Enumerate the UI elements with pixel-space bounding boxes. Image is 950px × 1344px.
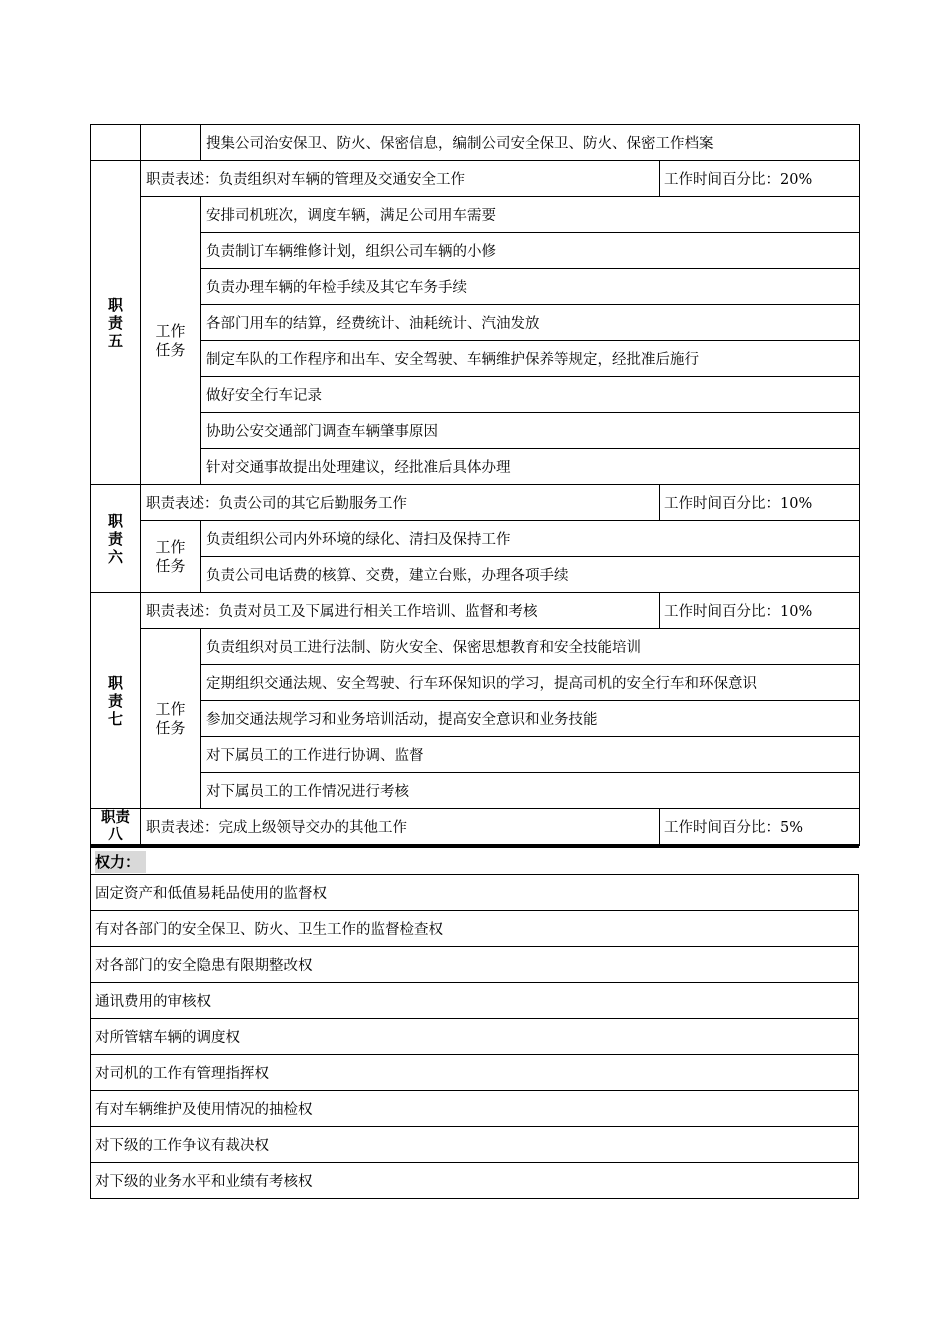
duty-7-task-label: 工作 任务 <box>141 629 201 809</box>
power-item: 有对各部门的安全保卫、防火、卫生工作的监督检查权 <box>91 911 859 947</box>
duty-5-task-row <box>91 341 860 377</box>
job-description-sheet <box>90 124 860 1199</box>
task-item: 定期组织交通法规、安全驾驶、行车环保知识的学习，提高司机的安全行车和环保意识 <box>201 665 860 701</box>
power-row <box>91 1091 859 1127</box>
duty-5-description: 职责表述：负责组织对车辆的管理及交通安全工作 <box>141 161 660 197</box>
task-item: 制定车队的工作程序和出车、安全驾驶、车辆维护保养等规定，经批准后施行 <box>201 341 860 377</box>
power-item: 对司机的工作有管理指挥权 <box>91 1055 859 1091</box>
power-title-label: 权力： <box>95 851 146 873</box>
duty-6-description: 职责表述：负责公司的其它后勤服务工作 <box>141 485 660 521</box>
power-row <box>91 1055 859 1091</box>
power-title <box>91 847 859 875</box>
duty-5-time-percent: 工作时间百分比：20% <box>660 161 860 197</box>
duty-4-label-cell <box>141 125 201 161</box>
power-row <box>91 947 859 983</box>
power-title-row <box>91 847 859 875</box>
task-item: 负责组织公司内外环境的绿化、清扫及保持工作 <box>201 521 860 557</box>
duty-6-task-row <box>91 521 860 557</box>
duty-5-task-row <box>91 449 860 485</box>
task-item: 协助公安交通部门调查车辆肇事原因 <box>201 413 860 449</box>
duty-8-time-percent: 工作时间百分比：5% <box>660 809 860 846</box>
power-table <box>90 846 859 1199</box>
duty-7-header: 职 责 七 <box>91 593 141 809</box>
task-item: 对下属员工的工作情况进行考核 <box>201 773 860 809</box>
duty-8-description-row <box>91 809 860 846</box>
duties-table <box>90 124 860 846</box>
task-item: 搜集公司治安保卫、防火、保密信息，编制公司安全保卫、防火、保密工作档案 <box>201 125 860 161</box>
duty-8-header: 职责 八 <box>91 809 141 846</box>
duty-6-task-row <box>91 557 860 593</box>
duty-8-description: 职责表述：完成上级领导交办的其他工作 <box>141 809 660 846</box>
power-body <box>91 847 859 1199</box>
duty-5-task-row <box>91 377 860 413</box>
power-item: 固定资产和低值易耗品使用的监督权 <box>91 875 859 911</box>
duty-5-task-label: 工作 任务 <box>141 197 201 485</box>
duty-6-time-percent: 工作时间百分比：10% <box>660 485 860 521</box>
power-item: 有对车辆维护及使用情况的抽检权 <box>91 1091 859 1127</box>
task-item: 负责办理车辆的年检手续及其它车务手续 <box>201 269 860 305</box>
task-item: 负责组织对员工进行法制、防火安全、保密思想教育和安全技能培训 <box>201 629 860 665</box>
duty-5-task-row <box>91 269 860 305</box>
power-item: 对下级的工作争议有裁决权 <box>91 1127 859 1163</box>
power-row <box>91 1127 859 1163</box>
duty-7-task-row <box>91 665 860 701</box>
task-item: 安排司机班次，调度车辆，满足公司用车需要 <box>201 197 860 233</box>
duty-6-header: 职 责 六 <box>91 485 141 593</box>
duty-7-task-row <box>91 629 860 665</box>
power-row <box>91 983 859 1019</box>
duty-7-time-percent: 工作时间百分比：10% <box>660 593 860 629</box>
power-row <box>91 875 859 911</box>
task-item: 各部门用车的结算，经费统计、油耗统计、汽油发放 <box>201 305 860 341</box>
duty-7-task-row <box>91 773 860 809</box>
task-item: 负责公司电话费的核算、交费，建立台账，办理各项手续 <box>201 557 860 593</box>
duty-5-header: 职 责 五 <box>91 161 141 485</box>
power-row <box>91 1163 859 1199</box>
task-item: 负责制订车辆维修计划，组织公司车辆的小修 <box>201 233 860 269</box>
duty-5-task-row <box>91 233 860 269</box>
task-item: 做好安全行车记录 <box>201 377 860 413</box>
power-item: 对下级的业务水平和业绩有考核权 <box>91 1163 859 1199</box>
duty-5-task-row <box>91 305 860 341</box>
duties-body <box>91 125 860 846</box>
duty-6-description-row <box>91 485 860 521</box>
duty-7-task-row <box>91 737 860 773</box>
duty-6-task-label: 工作 任务 <box>141 521 201 593</box>
power-row <box>91 1019 859 1055</box>
task-item: 对下属员工的工作进行协调、监督 <box>201 737 860 773</box>
duty-7-task-row <box>91 701 860 737</box>
power-row <box>91 911 859 947</box>
duty-4-header-cell <box>91 125 141 161</box>
duty-4-tail-row <box>91 125 860 161</box>
task-item: 参加交通法规学习和业务培训活动，提高安全意识和业务技能 <box>201 701 860 737</box>
duty-7-description-row <box>91 593 860 629</box>
task-item: 针对交通事故提出处理建议，经批准后具体办理 <box>201 449 860 485</box>
duty-5-description-row <box>91 161 860 197</box>
duty-5-task-row <box>91 413 860 449</box>
duty-5-task-row <box>91 197 860 233</box>
power-item: 对各部门的安全隐患有限期整改权 <box>91 947 859 983</box>
power-item: 通讯费用的审核权 <box>91 983 859 1019</box>
power-item: 对所管辖车辆的调度权 <box>91 1019 859 1055</box>
duty-7-description: 职责表述：负责对员工及下属进行相关工作培训、监督和考核 <box>141 593 660 629</box>
